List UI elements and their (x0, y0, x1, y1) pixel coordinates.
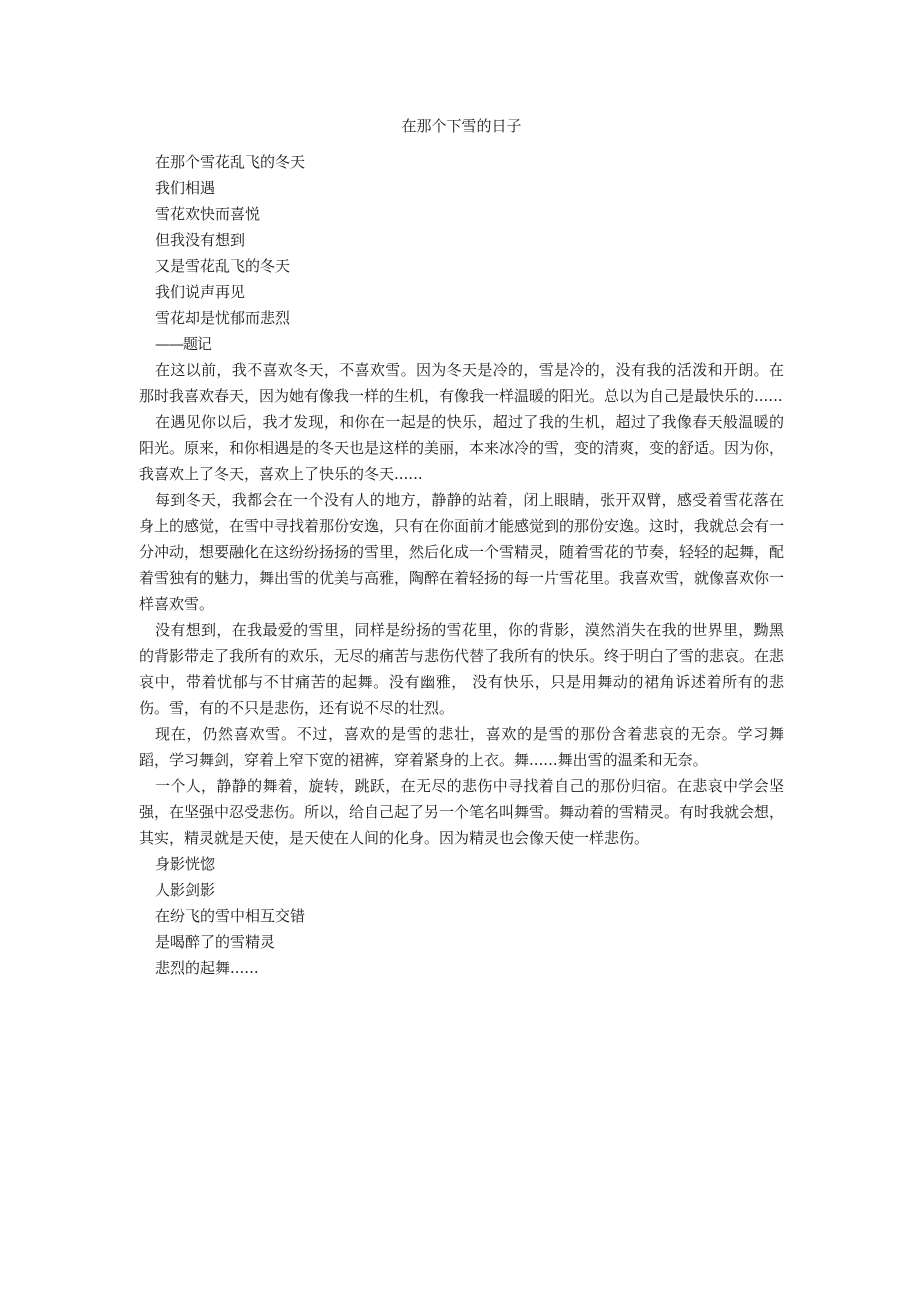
poem-line: 我们相遇 (155, 179, 216, 197)
poem-line: 雪花欢快而喜悦 (155, 205, 261, 223)
paragraph: 现在，仍然喜欢雪。不过，喜欢的是雪的悲壮，喜欢的是雪的那份含着悲哀的无奈。学习舞蹈，学习舞剑，穿着上窄下宽的裙裤，穿着紧身的上衣。舞......舞出雪的温柔和无奈。 (139, 725, 784, 769)
poem-line: 雪花却是忧郁而悲烈 (155, 309, 291, 327)
closing-line: 人影剑影 (155, 881, 216, 899)
closing-line: 悲烈的起舞...... (155, 959, 259, 977)
document-title: 在那个下雪的日子 (401, 117, 522, 135)
closing-line: 是喝醉了的雪精灵 (155, 933, 276, 951)
poem-line: 在那个雪花乱飞的冬天 (155, 153, 306, 171)
paragraph: 没有想到，在我最爱的雪里，同样是纷扬的雪花里，你的背影，漠然消失在我的世界里，黝黑的背影带走了我所有的欢乐，无尽的痛苦与悲伤代替了我所有的快乐。终于明白了雪的悲哀。在悲哀中，带着忧郁与不甘痛苦的起舞。没有幽雅， 没有快乐，只是用舞动的裙角诉述着所有的悲伤。雪，有的不只是悲伤，还有说不尽的壮烈。 (139, 621, 785, 717)
closing-line: 身影恍惚 (155, 855, 216, 873)
poem-line: 但我没有想到 (155, 231, 246, 249)
inscription: ——题记 (155, 335, 212, 353)
paragraph: 一个人，静静的舞着，旋转，跳跃，在无尽的悲伤中寻找着自己的那份归宿。在悲哀中学会坚强，在坚强中忍受悲伤。所以，给自己起了另一个笔名叫舞雪。舞动着的雪精灵。有时我就会想，其实，精灵就是天使，是天使在人间的化身。因为精灵也会像天使一样悲伤。 (139, 777, 785, 847)
closing-line: 在纷飞的雪中相互交错 (155, 907, 306, 925)
paragraph: 在这以前，我不喜欢冬天，不喜欢雪。因为冬天是冷的，雪是冷的，没有我的活泼和开朗。在那时我喜欢春天，因为她有像我一样的生机，有像我一样温暖的阳光。总以为自己是最快乐的...... (139, 361, 784, 405)
paragraph: 每到冬天，我都会在一个没有人的地方，静静的站着，闭上眼睛，张开双臂，感受着雪花落在身上的感觉，在雪中寻找着那份安逸，只有在你面前才能感觉到的那份安逸。这时，我就总会有一分冲动，想要融化在这纷纷扬扬的雪里，然后化成一个雪精灵，随着雪花的节奏，轻轻的起舞，配着雪独有的魅力，舞出雪的优美与高雅，陶醉在着轻扬的每一片雪花里。我喜欢雪，就像喜欢你一样喜欢雪。 (139, 491, 785, 613)
document-body (139, 149, 784, 981)
paragraph: 在遇见你以后，我才发现，和你在一起是的快乐，超过了我的生机，超过了我像春天般温暖的阳光。原来，和你相遇是的冬天也是这样的美丽，本来冰冷的雪，变的清爽，变的舒适。因为你，我喜欢上了冬天，喜欢上了快乐的冬天...... (139, 413, 785, 483)
poem-line: 我们说声再见 (155, 283, 246, 301)
poem-line: 又是雪花乱飞的冬天 (155, 257, 291, 275)
